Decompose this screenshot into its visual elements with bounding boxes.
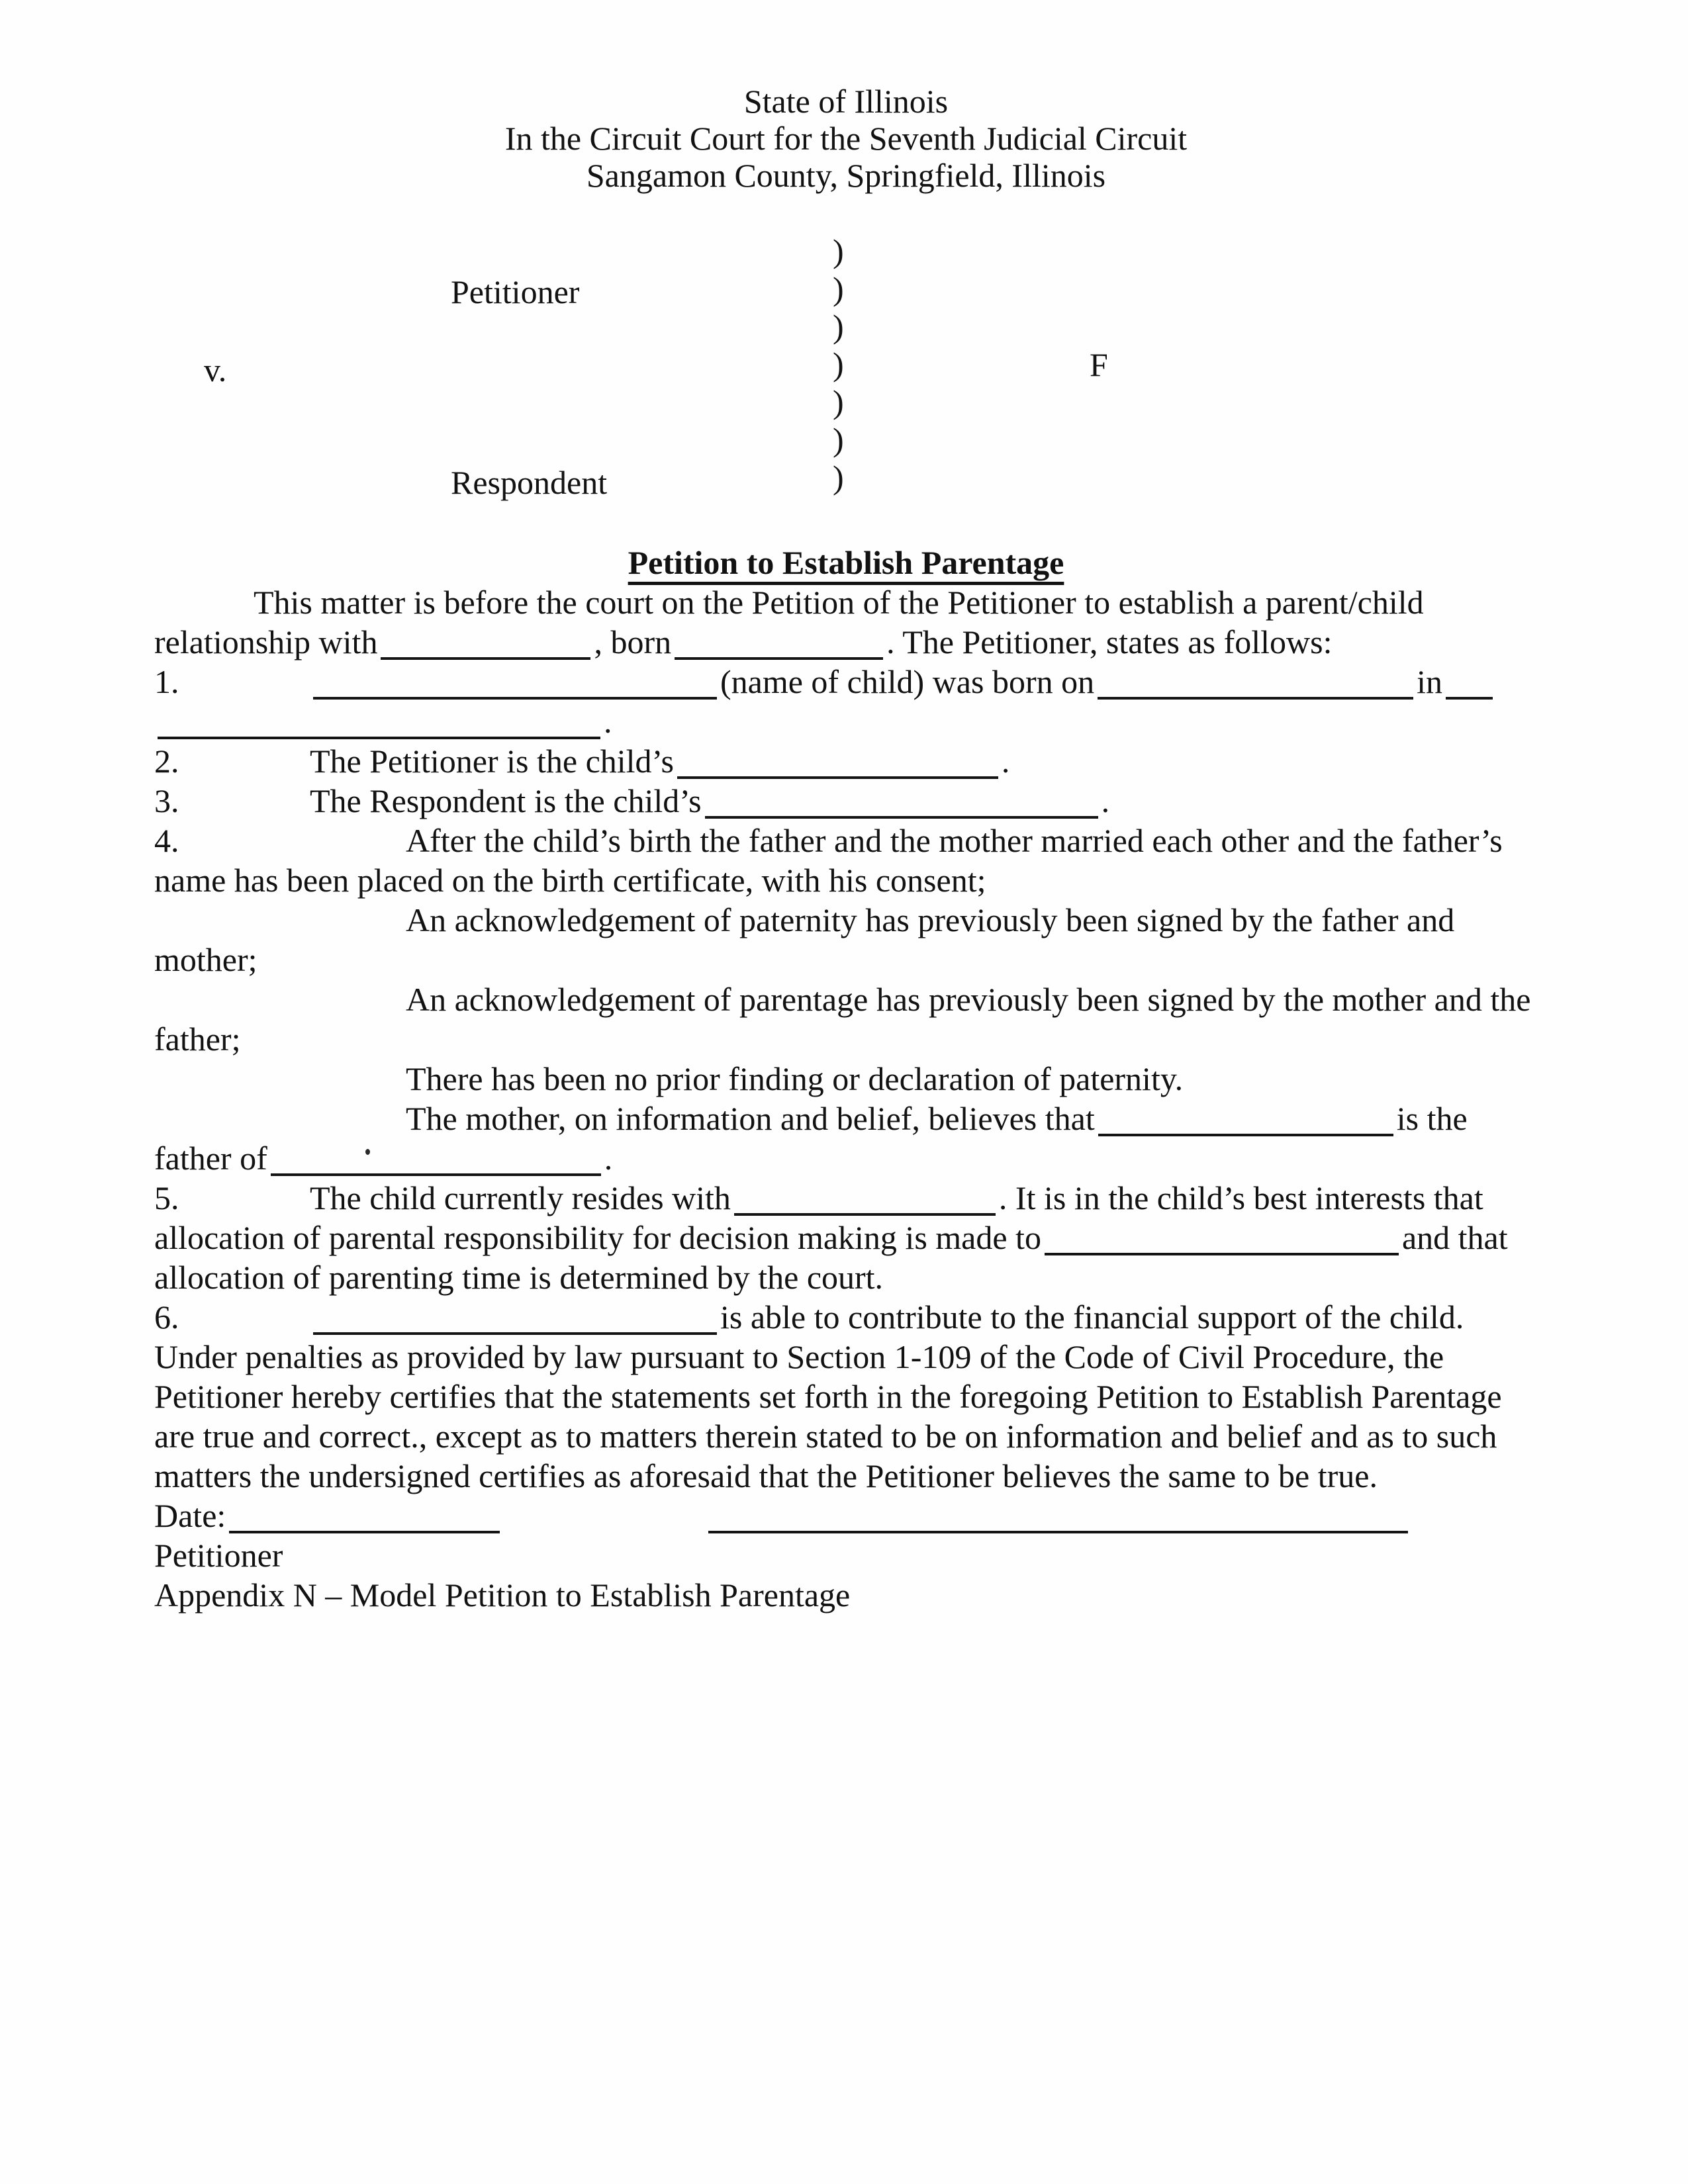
certification-line2: Petitioner hereby certifies that the statements set forth in the foregoing Petition to Establish Parentage <box>154 1378 1502 1415</box>
signature-petitioner-label: Petitioner <box>154 1537 283 1574</box>
item-6-number: 6. <box>154 1298 179 1336</box>
court-header <box>154 83 1538 194</box>
option-paternity-line2: mother; <box>154 941 258 978</box>
option-parentage-line1: An acknowledgement of parentage has previously been signed by the mother and the <box>406 981 1531 1018</box>
caption-paren: ) <box>833 232 844 269</box>
signature-caption <box>154 1535 1538 1575</box>
item-5 <box>154 1178 1538 1297</box>
item-5-line2-post: and that <box>1401 1219 1508 1256</box>
blank-birth-place-continued <box>158 730 600 739</box>
caption-respondent-label: Respondent <box>451 464 608 501</box>
header-county: Sangamon County, Springfield, Illinois <box>586 157 1106 194</box>
item-4-option-mother-belief <box>154 1099 1538 1178</box>
item-1-text: (name of child) was born on <box>720 663 1095 700</box>
header-court: In the Circuit Court for the Seventh Judicial Circuit <box>504 120 1188 157</box>
item-2 <box>154 741 1538 781</box>
appendix-footer <box>154 1575 1538 1615</box>
option-mother-belief-mid: is the <box>1396 1100 1468 1137</box>
blank-child-name <box>271 1167 601 1176</box>
caption-paren: ) <box>833 345 844 383</box>
caption-paren: ) <box>833 459 844 496</box>
blank-respondent-relation <box>705 809 1098 819</box>
blank-child-name <box>381 651 590 660</box>
item-3-text: The Respondent is the child’s <box>310 782 702 819</box>
option-no-prior-finding-text: There has been no prior finding or declaration of paternity. <box>406 1060 1184 1097</box>
caption-paren: ) <box>833 421 844 458</box>
intro-line2-post: . The Petitioner, states as follows: <box>886 623 1333 660</box>
item-2-period: . <box>1001 743 1010 780</box>
certification-paragraph <box>154 1337 1538 1496</box>
intro-line2-mid: , born <box>594 623 672 660</box>
caption-versus: v. <box>204 351 227 388</box>
item-1-period: . <box>604 703 612 740</box>
date-label: Date: <box>154 1497 226 1534</box>
caption-paren: ) <box>833 270 844 307</box>
option-parentage-line2: father; <box>154 1021 241 1058</box>
blank-birth-place-start <box>1446 690 1493 700</box>
item-3-number: 3. <box>154 782 179 819</box>
certification-line1: Under penalties as provided by law pursuant to Section 1-109 of the Code of Civil Procedure, the <box>154 1338 1444 1375</box>
blank-contributor-name <box>313 1326 717 1335</box>
blank-birth-date <box>1098 690 1413 700</box>
item-5-line1-pre: The child currently resides with <box>310 1179 731 1216</box>
blank-child-name <box>313 690 717 700</box>
item-5-line2-pre: allocation of parental responsibility for decision making is made to <box>154 1219 1041 1256</box>
option-mother-belief-pre: The mother, on information and belief, believes that <box>406 1100 1095 1137</box>
item-3 <box>154 781 1538 821</box>
appendix-text: Appendix N – Model Petition to Establish Parentage <box>154 1576 851 1614</box>
item-2-number: 2. <box>154 743 179 780</box>
item-6-text: is able to contribute to the financial support of the child. <box>720 1298 1464 1336</box>
caption-paren: ) <box>833 308 844 345</box>
item-2-text: The Petitioner is the child’s <box>310 743 674 780</box>
item-5-line1-post: . It is in the child’s best interests that <box>998 1179 1483 1216</box>
caption-paren-column <box>833 232 844 496</box>
blank-petitioner-signature <box>708 1524 1408 1533</box>
document-title <box>154 543 1538 582</box>
item-4 <box>154 821 1538 900</box>
item-4-number: 4. <box>154 822 179 859</box>
date-signature-row <box>154 1496 1538 1535</box>
item-3-period: . <box>1101 782 1110 819</box>
item-5-line3: allocation of parenting time is determined by the court. <box>154 1259 884 1296</box>
caption-case-letter: F <box>1090 346 1108 383</box>
item-4-line2: name has been placed on the birth certificate, with his consent; <box>154 862 986 899</box>
blank-residence <box>734 1206 996 1216</box>
blank-alleged-father-name <box>1098 1127 1393 1136</box>
blank-birth-date <box>675 651 883 660</box>
item-1-number: 1. <box>154 663 179 700</box>
intro-paragraph <box>154 582 1538 662</box>
item-5-number: 5. <box>154 1179 179 1216</box>
caption-petitioner-label: Petitioner <box>451 273 580 310</box>
item-6 <box>154 1297 1538 1337</box>
header-state: State of Illinois <box>743 83 949 120</box>
certification-line3: are true and correct., except as to matters therein stated to be on information and belief and as to such <box>154 1418 1497 1455</box>
item-4-option-paternity <box>154 900 1538 979</box>
blank-responsibility-party <box>1045 1246 1399 1255</box>
option-mother-belief-period: . <box>604 1140 613 1177</box>
certification-line4: matters the undersigned certifies as aforesaid that the Petitioner believes the same to be true. <box>154 1457 1378 1494</box>
scan-artifact-dot <box>365 1149 370 1155</box>
item-4-option-no-prior-finding <box>154 1059 1538 1099</box>
option-paternity-line1: An acknowledgement of paternity has previously been signed by the father and <box>406 901 1455 938</box>
blank-date <box>229 1524 500 1533</box>
intro-line2-pre: relationship with <box>154 623 378 660</box>
case-caption-block <box>154 232 1538 500</box>
option-mother-belief-line2: father of <box>154 1140 267 1177</box>
item-1-in: in <box>1417 663 1443 700</box>
item-4-option-parentage <box>154 979 1538 1059</box>
caption-paren: ) <box>833 383 844 420</box>
intro-line1: This matter is before the court on the Petition of the Petitioner to establish a parent/child <box>254 584 1424 621</box>
item-1 <box>154 662 1538 741</box>
item-4-line1: After the child’s birth the father and the mother married each other and the father’s <box>406 822 1503 859</box>
blank-petitioner-relation <box>677 770 998 779</box>
document-title-text: Petition to Establish Parentage <box>628 544 1064 581</box>
